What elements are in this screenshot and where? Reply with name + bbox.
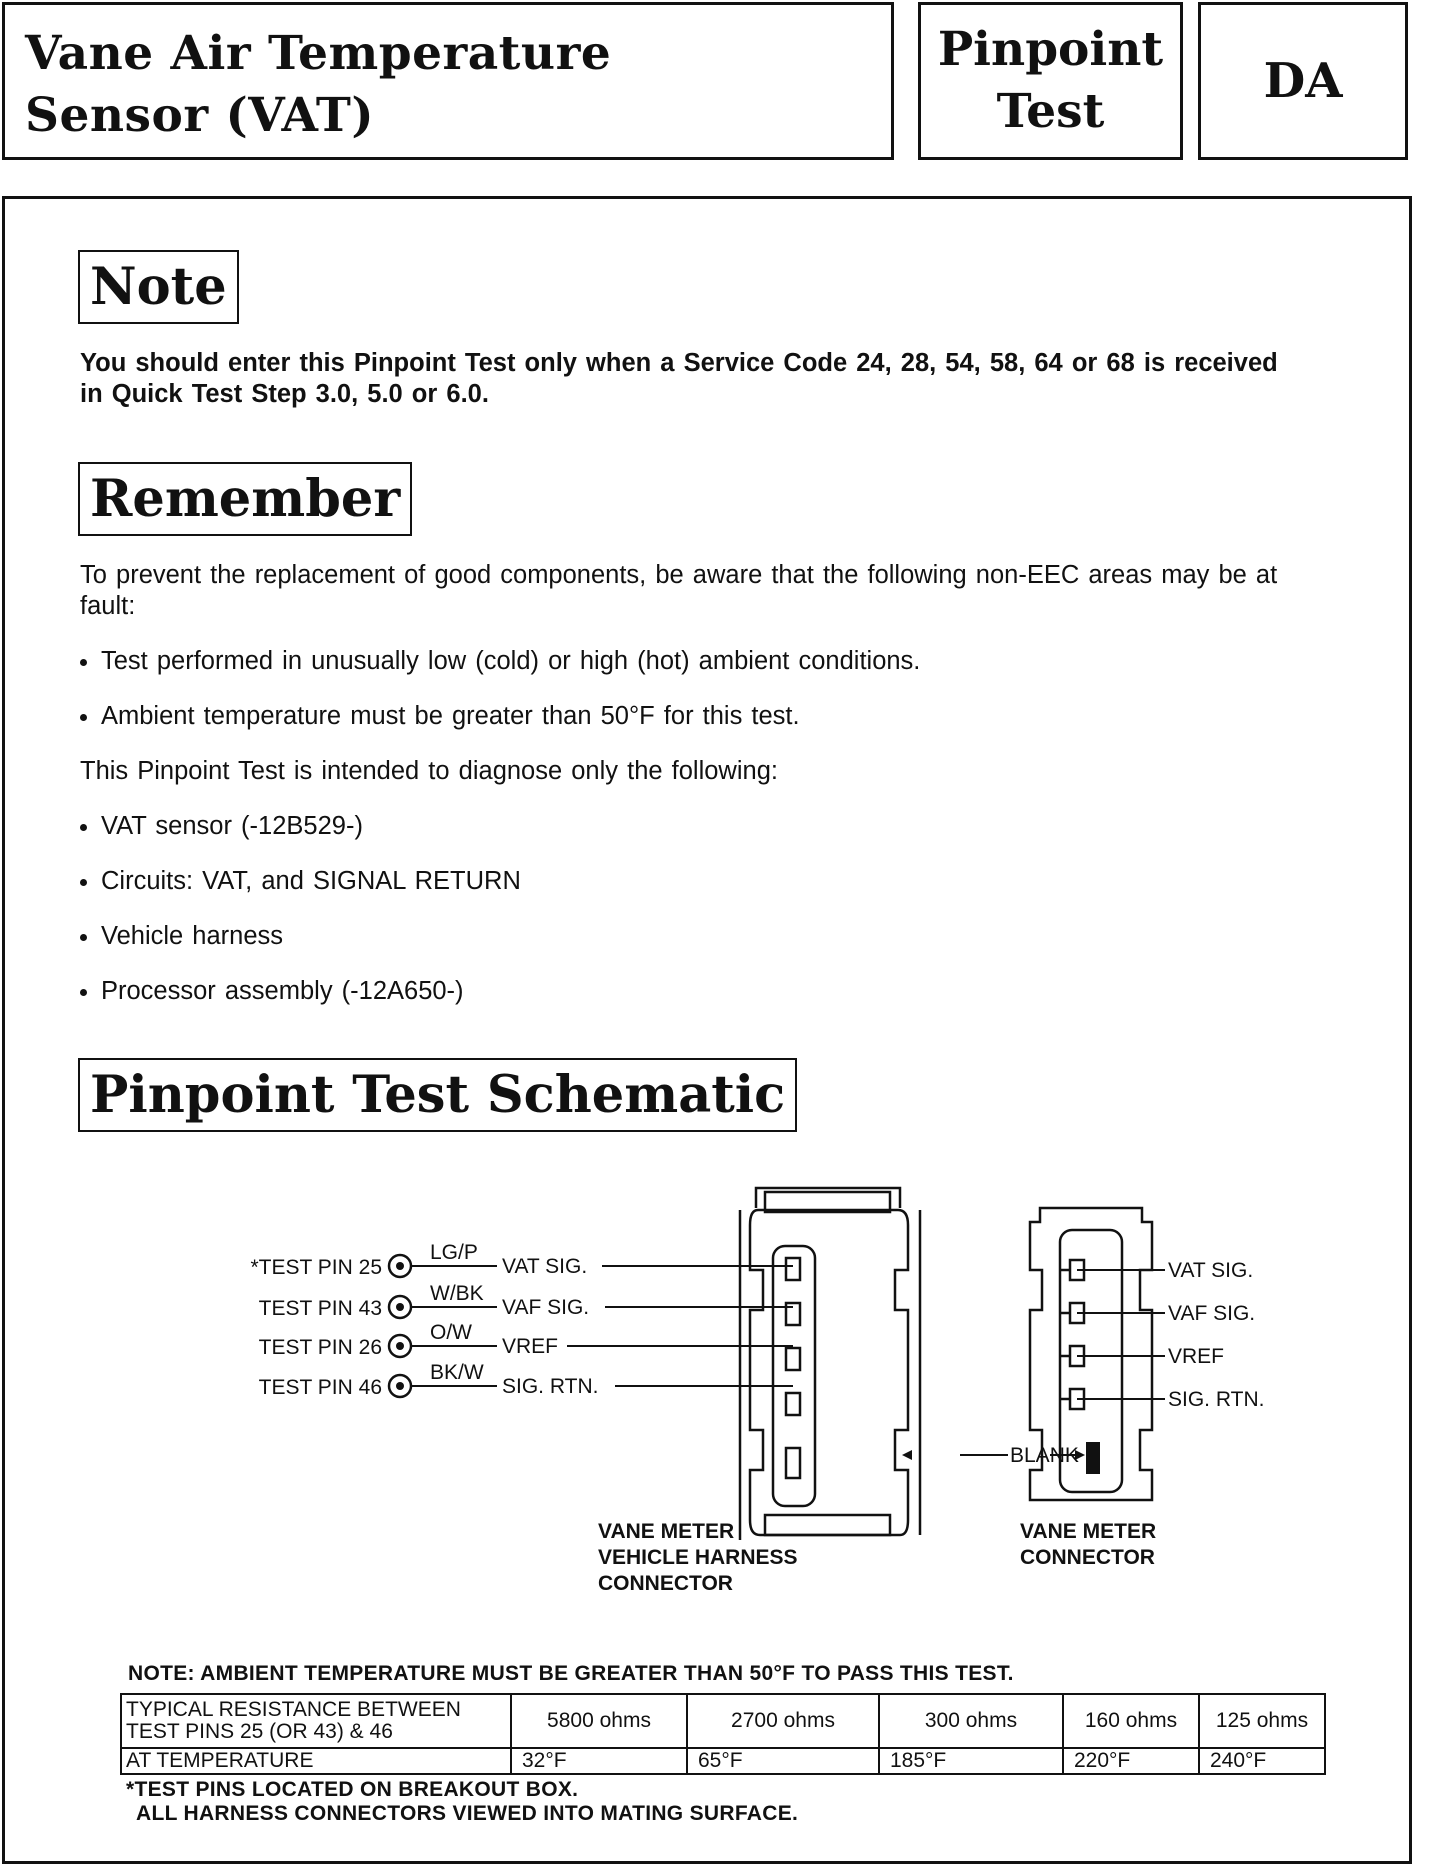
schematic-heading: Pinpoint Test Schematic [78,1058,797,1132]
temperature-cell: 185°F [879,1748,1063,1774]
resistance-table [120,1693,1326,1775]
test-pin-label: TEST PIN 43 [258,1297,382,1320]
harness-caption: CONNECTOR [598,1572,733,1595]
meter-caption: VANE METER [1020,1520,1157,1543]
pinpoint-test-schematic [250,1180,1300,1600]
note-heading: Note [78,250,239,324]
temperature-cell: 65°F [687,1748,879,1774]
page-title [25,23,611,147]
scope-intro: This Pinpoint Test is intended to diagnose only the following: [80,757,778,785]
meter-signal-label: SIG. RTN. [1168,1388,1265,1411]
condition-item: Test performed in unusually low (cold) or high (hot) ambient conditions. [80,646,920,677]
bullet-icon [80,824,87,831]
resistance-cell: 160 ohms [1063,1694,1199,1748]
table-row [121,1694,1325,1748]
meter-blank-pin [1086,1442,1100,1474]
scope-item: Circuits: VAT, and SIGNAL RETURN [80,866,521,897]
table-row-header: TYPICAL RESISTANCE BETWEEN TEST PINS 25 (OR 43) & 46 [121,1694,511,1748]
temperature-cell: 240°F [1199,1748,1325,1774]
footnote [126,1778,798,1826]
meter-signal-label: VAF SIG. [1168,1302,1256,1325]
harness-signal-label: VAT SIG. [502,1255,588,1278]
bullet-icon [80,989,87,996]
meter-signal-label: VAT SIG. [1168,1259,1254,1282]
harness-connector-latch-bottom [765,1515,890,1535]
test-code-box [1198,2,1408,160]
condition-item: Ambient temperature must be greater than 50°F for this test. [80,701,800,732]
table-row [121,1748,1325,1774]
table-row-header: AT TEMPERATURE [121,1748,511,1774]
harness-caption: VEHICLE HARNESS [598,1546,798,1569]
resistance-cell: 125 ohms [1199,1694,1325,1748]
footnote-line-1: *TEST PINS LOCATED ON BREAKOUT BOX. [126,1778,579,1801]
note-text: You should enter this Pinpoint Test only when a Service Code 24, 28, 54, 58, 64 or 68 is received in Quick Test Step 3.0, 5.0 or 6.0. [80,349,1278,408]
blank-label: BLANK [1010,1444,1079,1467]
test-pin-label: *TEST PIN 25 [250,1256,382,1279]
test-pin-label: TEST PIN 46 [258,1376,382,1399]
meter-signal-label: VREF [1168,1345,1225,1368]
harness-pins [786,1258,800,1478]
resistance-cell: 2700 ohms [687,1694,879,1748]
title-box [2,2,894,160]
temperature-cell: 32°F [511,1748,687,1774]
scope-item: VAT sensor (-12B529-) [80,811,363,842]
resistance-cell: 5800 ohms [511,1694,687,1748]
bullet-icon [80,934,87,941]
bullet-icon [80,879,87,886]
remember-intro: To prevent the replacement of good components, be aware that the following non-EEC areas may be at fault: [80,561,1278,620]
wires [411,1266,1165,1455]
wire-color-label: BK/W [430,1361,484,1384]
meter-caption: CONNECTOR [1020,1546,1155,1569]
harness-signal-label: SIG. RTN. [502,1375,599,1398]
scope-item: Processor assembly (-12A650-) [80,976,464,1007]
bullet-icon [80,714,87,721]
resistance-cell: 300 ohms [879,1694,1063,1748]
bullet-icon [80,659,87,666]
test-type-box [918,2,1183,160]
wire-color-label: LG/P [430,1241,478,1264]
harness-pin-cavity [773,1246,815,1506]
temperature-cell: 220°F [1063,1748,1199,1774]
test-pin-label: TEST PIN 26 [258,1336,382,1359]
meter-pins [1060,1260,1084,1409]
wire-color-label: W/BK [430,1282,484,1305]
wire-color-label: O/W [430,1321,472,1344]
harness-signal-label: VREF [502,1335,559,1358]
ambient-temperature-note: NOTE: AMBIENT TEMPERATURE MUST BE GREATER THAN 50°F TO PASS THIS TEST. [128,1662,1014,1685]
title-line-2: Sensor (VAT) [25,88,375,143]
remember-heading: Remember [78,462,412,536]
harness-caption: VANE METER [598,1520,735,1543]
footnote-line-2: ALL HARNESS CONNECTORS VIEWED INTO MATING SURFACE. [136,1802,799,1825]
test-type-line-2: Test [996,84,1105,139]
title-line-1: Vane Air Temperature [25,26,612,81]
scope-item: Vehicle harness [80,921,283,952]
test-type-line-1: Pinpoint [937,22,1164,77]
harness-connector-edges [740,1210,920,1540]
test-code: DA [1263,53,1343,109]
main-content-frame [2,196,1412,1864]
harness-signal-label: VAF SIG. [502,1296,590,1319]
